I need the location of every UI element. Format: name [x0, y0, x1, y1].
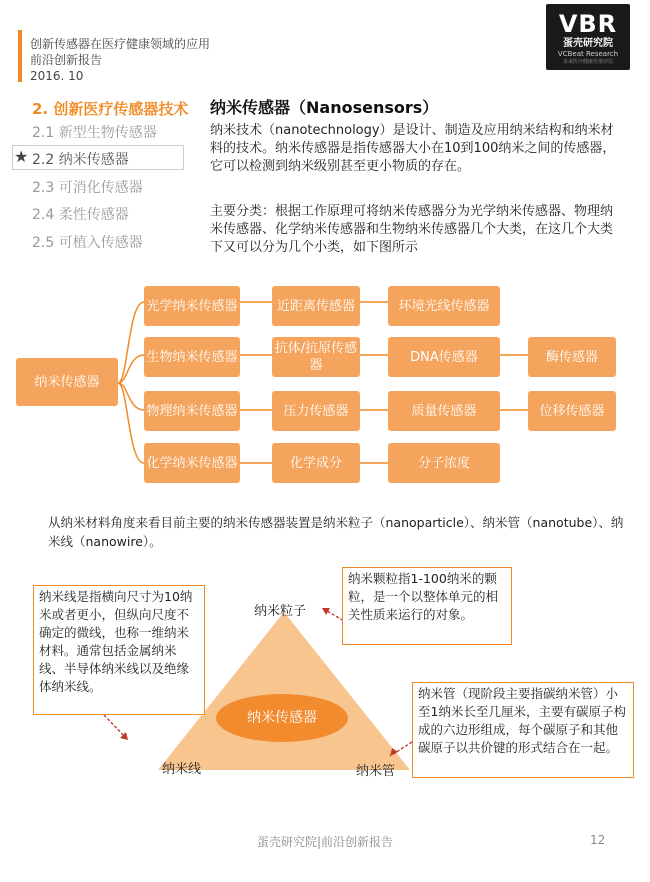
triangle-left-label: 纳米线 — [162, 762, 202, 777]
callout-nanowire: 纳米线是指横向尺寸为10纳米或者更小，但纵向尺度不确定的微线，也称一维纳米材料。通常包括金属纳米线、半导体纳米线以及绝缘体纳米线。 — [33, 585, 205, 715]
materials-paragraph: 从纳米材料角度来看目前主要的纳米传感器装置是纳米粒子（nanoparticle）、纳米管（nanotube）、纳米线（nanowire）。 — [48, 515, 624, 549]
leaf-displacement: 位移传感器 — [528, 391, 616, 431]
leaf-chemical-composition: 化学成分 — [272, 443, 360, 483]
toc-item-2-1[interactable]: 2.1 新型生物传感器 — [32, 125, 157, 141]
toc-item-2-2[interactable]: 2.2 纳米传感器 — [32, 152, 129, 168]
leaf-pressure: 压力传感器 — [272, 391, 360, 431]
toc-item-2-4[interactable]: 2.4 柔性传感器 — [32, 207, 129, 223]
footer-text: 蛋壳研究院|前沿创新报告 — [256, 835, 394, 849]
category-bio: 生物纳米传感器 — [144, 337, 240, 377]
report-subtitle: 前沿创新报告 — [30, 53, 103, 67]
star-icon: ★ — [14, 147, 29, 166]
callout-nanoparticle: 纳米颗粒指1-100纳米的颗粒，是一个以整体单元的相关性质来运行的对象。 — [342, 567, 512, 645]
leaf-proximity: 近距离传感器 — [272, 286, 360, 326]
leaf-dna: DNA传感器 — [388, 337, 500, 377]
toc-item-2-5[interactable]: 2.5 可植入传感器 — [32, 235, 143, 251]
leaf-ambient-light: 环境光线传感器 — [388, 286, 500, 326]
logo-name-cn: 蛋壳研究院 — [563, 38, 613, 49]
report-date: 2016. 10 — [30, 69, 84, 83]
triangle-center-label: 纳米传感器 — [247, 710, 317, 726]
logo-name-en: VCBeat Research — [557, 50, 619, 58]
intro-paragraph: 纳米技术（nanotechnology）是设计、制造及应用纳米结构和纳米材料的技术。纳米传感器是指传感器大小在10到100纳米之间的传感器，它可以检测到纳米级别甚至更小物质的存在。 — [210, 123, 616, 174]
header-accent-bar — [18, 30, 22, 82]
triangle-top-label: 纳米粒子 — [254, 604, 307, 619]
leaf-antibody: 抗体/抗原传感器 — [272, 337, 360, 377]
report-title: 创新传感器在医疗健康领域的应用 — [30, 37, 211, 51]
leaf-molecular-concentration: 分子浓度 — [388, 443, 500, 483]
diagram-root-node: 纳米传感器 — [16, 358, 118, 406]
leaf-enzyme: 酶传感器 — [528, 337, 616, 377]
callout-nanotube: 纳米管（现阶段主要指碳纳米管）小至1纳米长至几厘米，主要有碳原子构成的六边形组成，每个碳原子和其他碳原子以共价键的形式结合在一起。 — [412, 682, 634, 778]
page-number: 12 — [590, 833, 606, 847]
toc-item-2-3[interactable]: 2.3 可消化传感器 — [32, 180, 143, 196]
toc-title: 2. 创新医疗传感器技术 — [32, 100, 189, 118]
classification-paragraph: 主要分类：根据工作原理可将纳米传感器分为光学纳米传感器、物理纳米传感器、化学纳米传感器和生物纳米传感器几个大类，在这几个大类下又可以分为几个小类，如下图所示 — [210, 204, 614, 255]
category-physical: 物理纳米传感器 — [144, 391, 240, 431]
vbr-logo — [546, 4, 630, 70]
logo-mark: VBR — [558, 10, 618, 38]
category-optical: 光学纳米传感器 — [144, 286, 240, 326]
logo-tagline: 未来医疗健康价值评估 — [562, 59, 613, 65]
leaf-mass: 质量传感器 — [388, 391, 500, 431]
category-chemical: 化学纳米传感器 — [144, 443, 240, 483]
triangle-right-label: 纳米管 — [356, 764, 396, 779]
section-title: 纳米传感器（Nanosensors） — [210, 98, 439, 117]
